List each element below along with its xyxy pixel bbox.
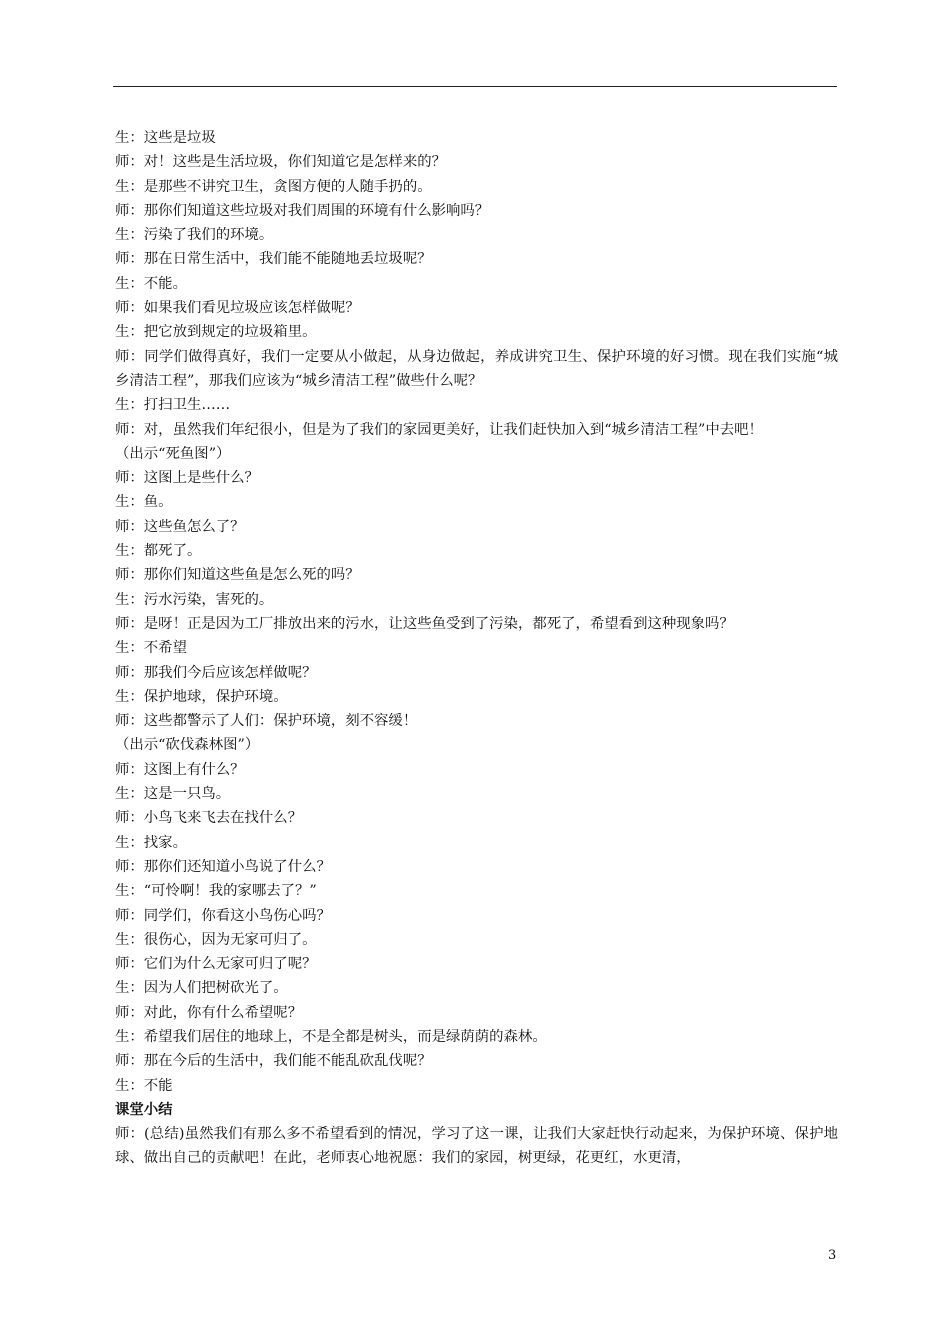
dialogue-line: 生：因为人们把树砍光了。 — [115, 980, 288, 997]
dialogue-line: 生：污水污染，害死的。 — [115, 591, 274, 608]
dialogue-line: 师：那你们知道这些垃圾对我们周围的环境有什么影响吗？ — [115, 202, 490, 219]
dialogue-line: 生：这些是垃圾 — [115, 130, 216, 146]
dialogue-line: 师：它们为什么无家可归了呢？ — [115, 956, 317, 973]
dialogue-line: 生：都死了。 — [115, 543, 202, 560]
dialogue-line: 师：那在日常生活中，我们能不能随地丢垃圾呢？ — [115, 251, 432, 268]
dialogue-line: 生：希望我们居住的地球上，不是全都是树头，而是绿荫荫的森林。 — [115, 1028, 547, 1045]
dialogue-line: （出示“砍伐森林图”） — [115, 737, 260, 754]
dialogue-line: 师：那你们还知道小鸟说了什么？ — [115, 858, 331, 875]
dialogue-line: （出示“死鱼图”） — [115, 445, 231, 462]
dialogue-line: 师：那在今后的生活中，我们能不能乱砍乱伐呢？ — [115, 1053, 432, 1070]
dialogue-line: 师：同学们做得真好，我们一定要从小做起，从身边做起，养成讲究卫生、保护环境的好习惯。现在我们实施“城乡清洁工程”，那我们应该为“城乡清洁工程”做些什么呢？ — [115, 348, 838, 389]
dialogue-line: 生：把它放到规定的垃圾箱里。 — [115, 324, 317, 341]
dialogue-line: 生：不希望 — [115, 640, 187, 657]
dialogue-line: 师：(总结)虽然我们有那么多不希望看到的情况，学习了这一课，让我们大家赶快行动起来，为保护环境、保护地球、做出自己的贡献吧！在此，老师衷心地祝愿：我们的家园，树更绿，花更红，水更清， — [115, 1126, 838, 1167]
section-heading: 课堂小结 — [115, 1100, 173, 1118]
dialogue-line: 师：这图上是些什么？ — [115, 470, 259, 487]
dialogue-line: 生：是那些不讲究卫生，贪图方便的人随手扔的。 — [115, 178, 432, 195]
dialogue-line: 师：是呀！正是因为工厂排放出来的污水，让这些鱼受到了污染，都死了，希望看到这种现象吗？ — [115, 615, 734, 632]
dialogue-line: 师：这图上有什么？ — [115, 761, 245, 778]
dialogue-line: 师：对此，你有什么希望呢？ — [115, 1004, 303, 1021]
dialogue-line: 生：“可怜啊！我的家哪去了？” — [115, 883, 317, 900]
dialogue-line: 生：打扫卫生…… — [115, 397, 231, 414]
header-rule — [113, 86, 837, 87]
dialogue-line: 生：污染了我们的环境。 — [115, 227, 274, 244]
dialogue-line: 师：那你们知道这些鱼是怎么死的吗？ — [115, 567, 360, 584]
dialogue-line: 师：那我们今后应该怎样做呢？ — [115, 664, 317, 681]
dialogue-line: 师：对！这些是生活垃圾，你们知道它是怎样来的？ — [115, 154, 446, 171]
dialogue-line: 生：很伤心，因为无家可归了。 — [115, 931, 317, 948]
dialogue-line: 生：这是一只鸟。 — [115, 786, 231, 803]
dialogue-line: 师：如果我们看见垃圾应该怎样做呢？ — [115, 300, 360, 317]
dialogue-line: 生：不能。 — [115, 275, 187, 292]
dialogue-line: 师：对，虽然我们年纪很小，但是为了我们的家园更美好，让我们赶快加入到“城乡清洁工程”中去吧！ — [115, 421, 763, 438]
dialogue-line: 生：找家。 — [115, 834, 187, 851]
page-number: 3 — [828, 1248, 837, 1263]
document-body — [115, 126, 838, 1171]
dialogue-line: 师：这些都警示了人们：保护环境，刻不容缓！ — [115, 713, 418, 730]
dialogue-line: 师：这些鱼怎么了？ — [115, 518, 245, 535]
dialogue-line: 师：同学们，你看这小鸟伤心吗？ — [115, 907, 331, 924]
dialogue-line: 生：不能 — [115, 1077, 173, 1094]
dialogue-line: 生：保护地球，保护环境。 — [115, 688, 288, 705]
dialogue-line: 生：鱼。 — [115, 494, 173, 511]
dialogue-line: 师：小鸟飞来飞去在找什么？ — [115, 810, 303, 827]
